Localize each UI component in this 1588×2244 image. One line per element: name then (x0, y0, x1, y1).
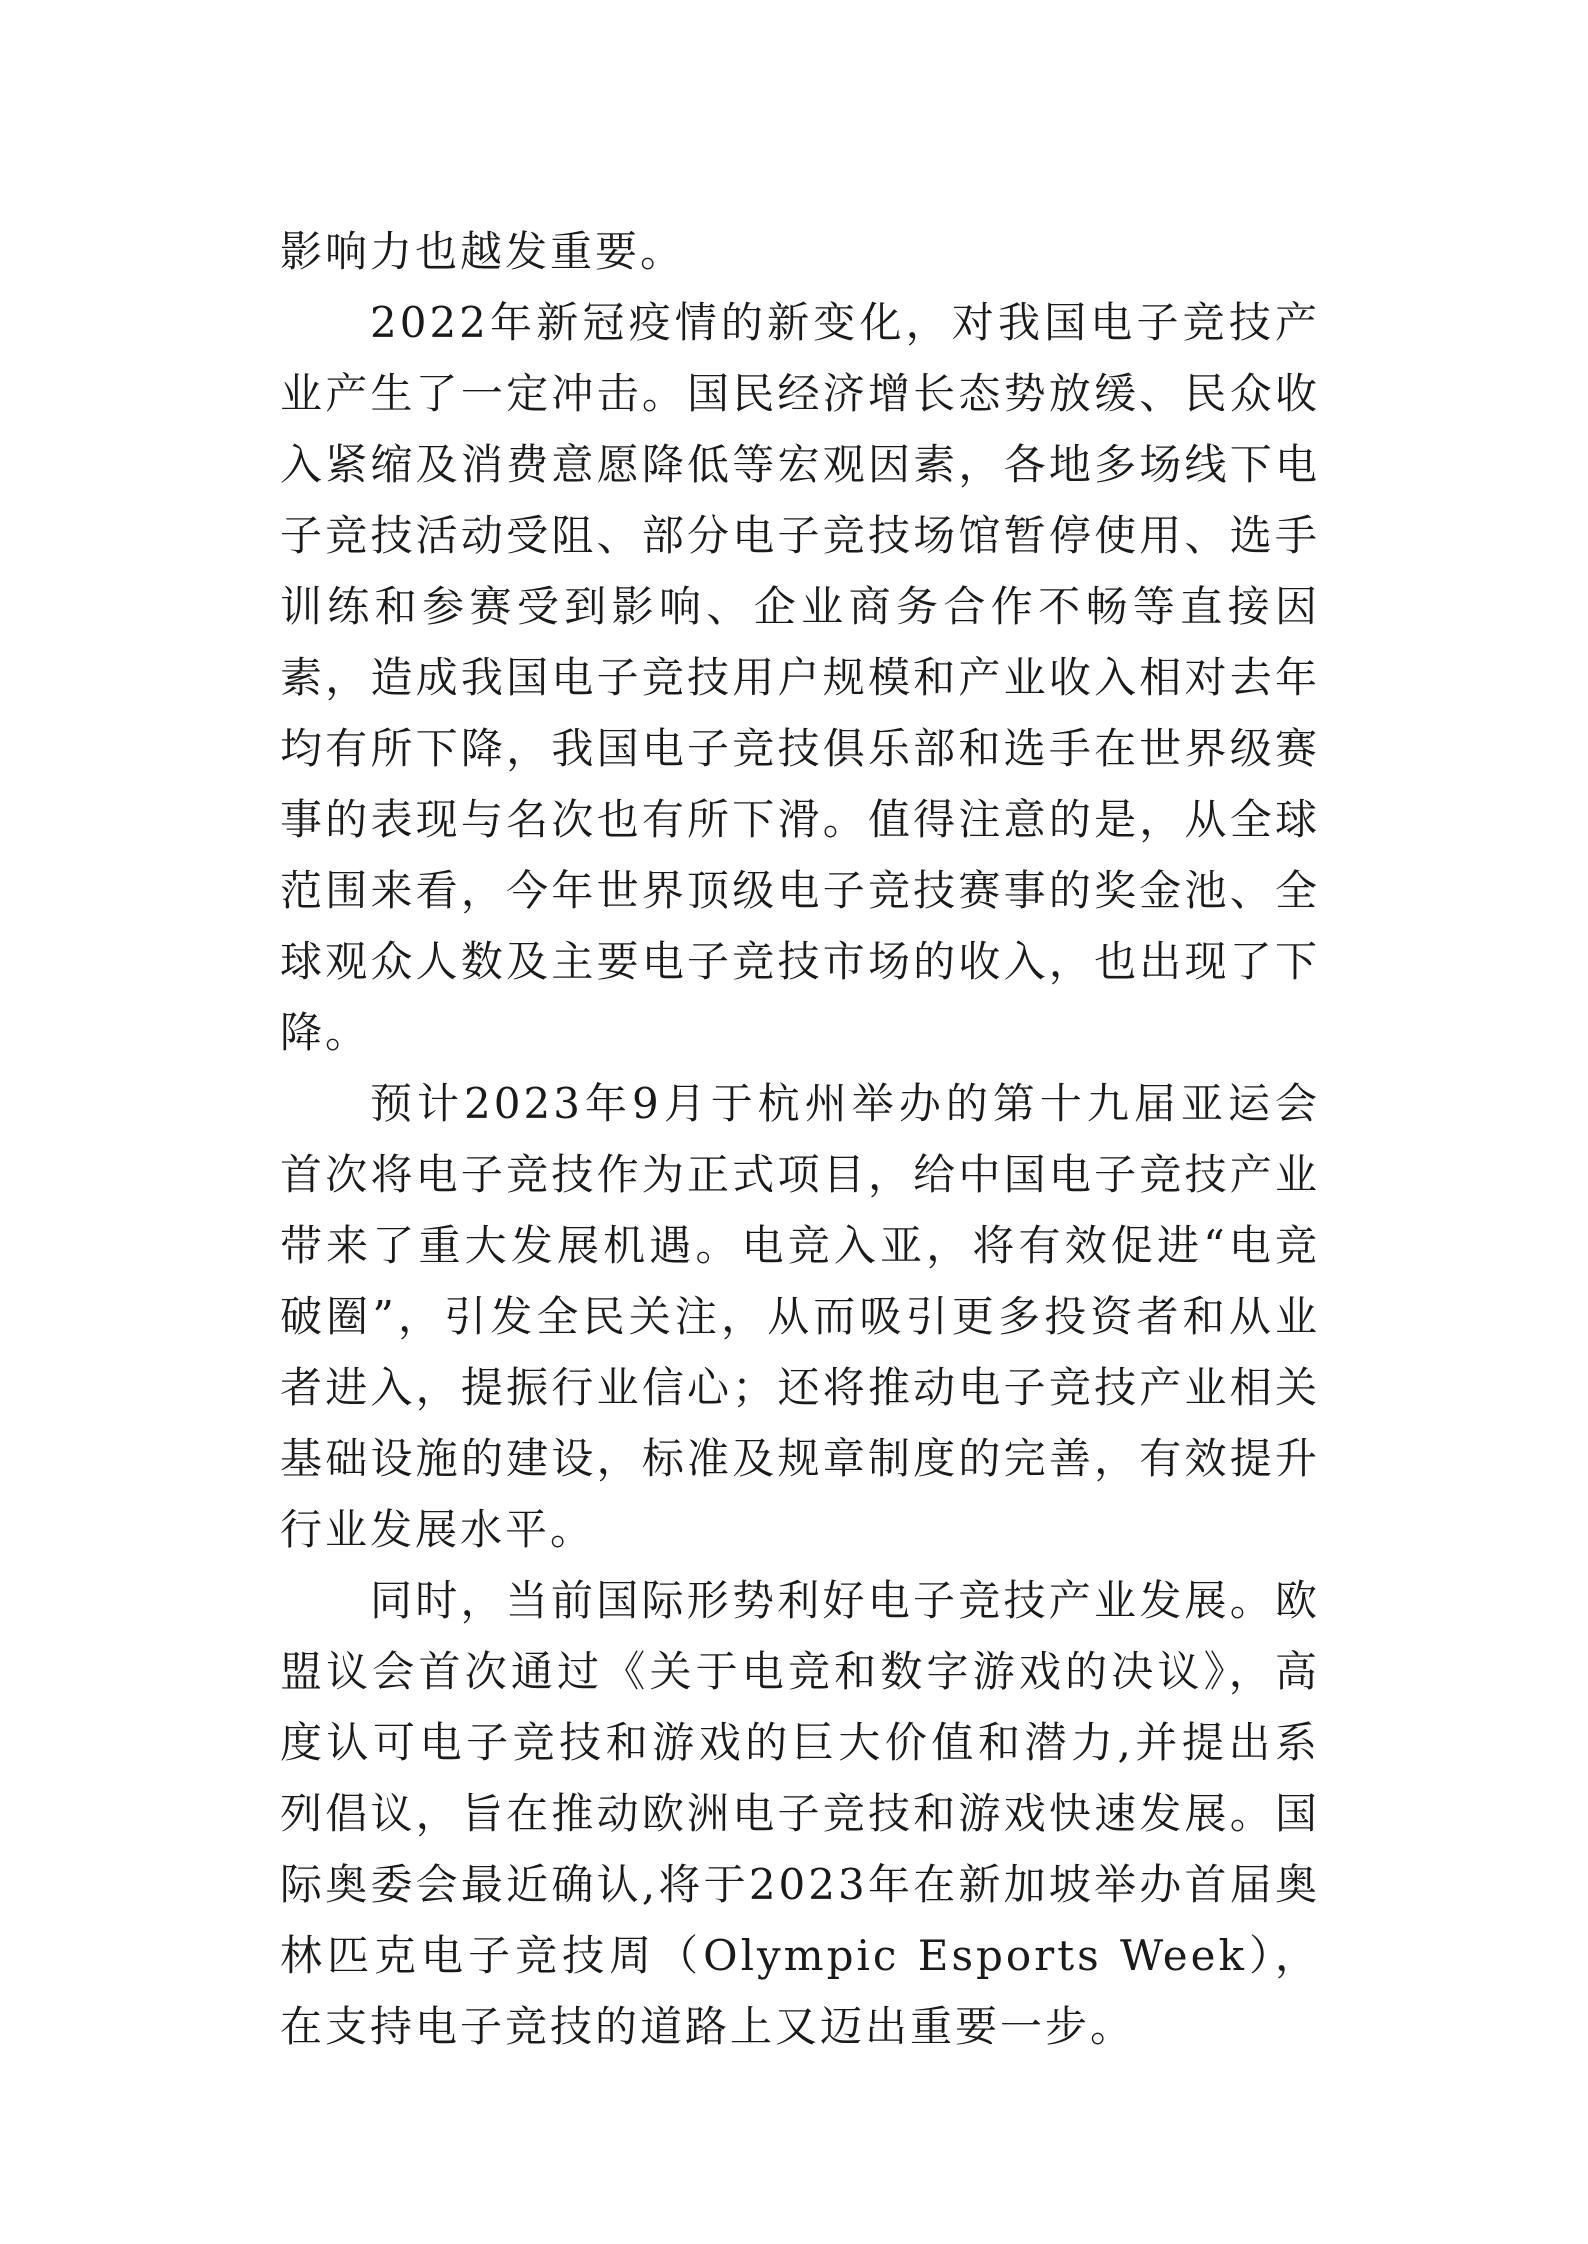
paragraph-covid-impact: 2022年新冠疫情的新变化，对我国电子竞技产业产生了一定冲击。国民经济增长态势放缓、民众收入紧缩及消费意愿降低等宏观因素，各地多场线下电子竞技活动受阻、部分电子竞技场馆暂停使用、选手训练和参赛受到影响、企业商务合作不畅等直接因素，造成我国电子竞技用户规模和产业收入相对去年均有所下降，我国电子竞技俱乐部和选手在世界级赛事的表现与名次也有所下滑。值得注意的是，从全球范围来看，今年世界顶级电子竞技赛事的奖金池、全球观众人数及主要电子竞技市场的收入，也出现了下降。 (280, 298, 1320, 1057)
body-text (280, 216, 1320, 2062)
paragraph-asian-games: 预计2023年9月于杭州举办的第十九届亚运会首次将电子竞技作为正式项目，给中国电子竞技产业带来了重大发展机遇。电竞入亚，将有效促进“电竞破圈”，引发全民关注，从而吸引更多投资者和从业者进入，提振行业信心；还将推动电子竞技产业相关基础设施的建设，标准及规章制度的完善，有效提升行业发展水平。 (280, 1079, 1320, 1554)
paragraph-international-situation: 同时，当前国际形势利好电子竞技产业发展。欧盟议会首次通过《关于电竞和数字游戏的决议》，高度认可电子竞技和游戏的巨大价值和潜力,并提出系列倡议，旨在推动欧洲电子竞技和游戏快速发展。国际奥委会最近确认,将于2023年在新加坡举办首届奥林匹克电子竞技周（Olympic Esports Week），在支持电子竞技的道路上又迈出重要一步。 (280, 1576, 1320, 2051)
paragraph-continuation: 影响力也越发重要。 (280, 227, 686, 276)
